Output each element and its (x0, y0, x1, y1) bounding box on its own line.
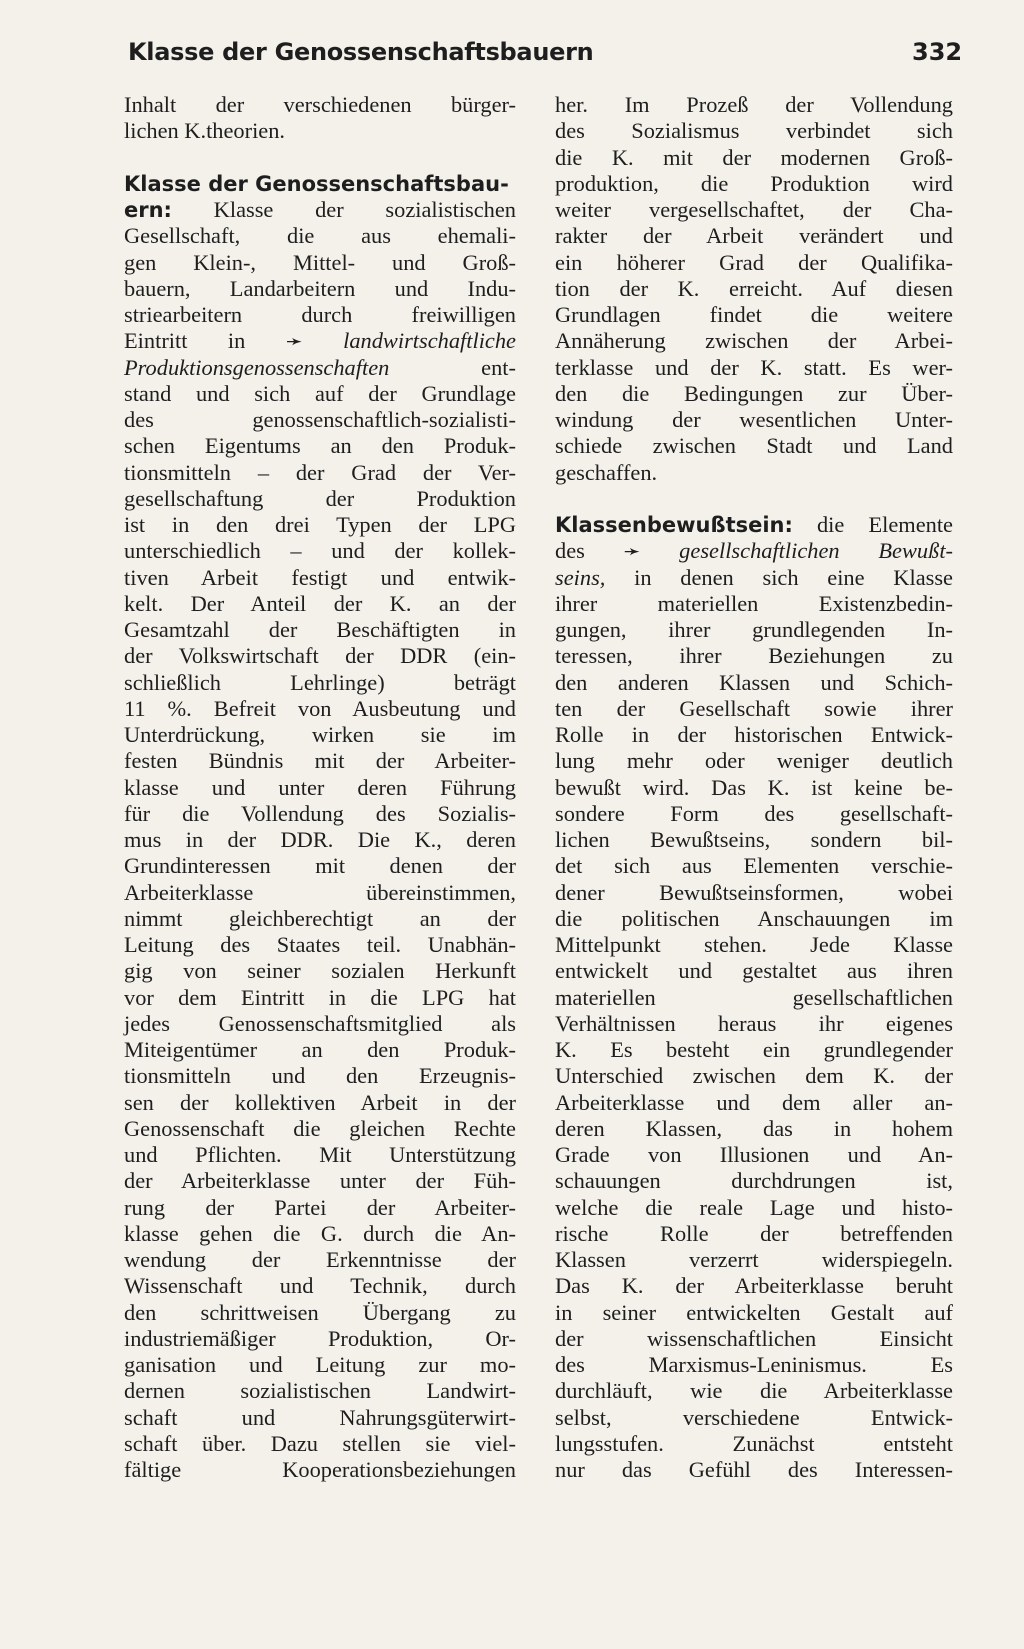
entry-body (555, 591, 953, 1484)
left-column (124, 92, 516, 1483)
body-line: nimmt gleichberechtigt an der (124, 905, 516, 931)
cross-reference[interactable]: Produktionsgenossenschaften (124, 354, 390, 380)
body-line: rakter der Arbeit verändert und (555, 223, 953, 249)
entry-body-b (124, 381, 516, 1484)
body-line: den die Bedingungen zur Über- (555, 380, 953, 406)
body-line: lungsstufen. Zunächst entsteht (555, 1430, 953, 1456)
body-line: selbst, verschiedene Entwick- (555, 1404, 953, 1430)
body-line: klasse und unter deren Führung (124, 774, 516, 800)
body-line: Das K. der Arbeiterklasse beruht (555, 1273, 953, 1299)
body-line: tiven Arbeit festigt und entwik- (124, 564, 516, 590)
body-line: nur das Gefühl des Interessen- (555, 1457, 953, 1482)
body-line: weiter vergesellschaftet, der Cha- (555, 197, 953, 222)
running-head: Klasse der Genossenschaftsbauern (128, 38, 594, 66)
body-line: ihrer materiellen Existenzbedin- (555, 590, 953, 616)
body-line: Klassen verzerrt widerspiegeln. (555, 1247, 953, 1272)
headword: Klassenbewußtsein: (555, 513, 793, 537)
body-line: des Sozialismus verbindet sich (555, 118, 953, 144)
body-line: der wissenschaftlichen Einsicht (555, 1325, 953, 1351)
body-line: schließlich Lehrlinge) beträgt (124, 669, 516, 695)
entry-spacer (124, 145, 516, 171)
body-line: den schrittweisen Übergang zu (124, 1299, 516, 1325)
entry-klasse-der-genossenschaftsbauern (124, 171, 516, 1484)
body-line: Mittelpunkt stehen. Jede Klasse (555, 932, 953, 957)
body-line: die K. mit der modernen Groß- (555, 144, 953, 170)
body-line: produktion, die Produktion wird (555, 170, 953, 196)
body-line: schaft über. Dazu stellen sie viel- (124, 1430, 516, 1456)
body-line: 11 %. Befreit von Ausbeutung und (124, 695, 516, 721)
arrow-icon: ➛ (285, 329, 303, 354)
body-line: ern: Klasse der sozialistischen (124, 197, 516, 222)
cross-reference[interactable]: gesellschaftlichen Bewußt- (640, 538, 954, 564)
body-line: des genossenschaftlich-sozialisti- (124, 407, 516, 432)
body-line: ist in den drei Typen der LPG (124, 512, 516, 537)
body-line: dener Bewußtseinsformen, wobei (555, 879, 953, 905)
body-line: materiellen gesellschaftlichen (555, 984, 953, 1010)
body-line: teressen, ihrer Beziehungen zu (555, 643, 953, 669)
headword-line (124, 171, 516, 197)
cross-reference-line: Produktionsgenossenschaften ent- (124, 354, 516, 380)
body-line: industriemäßiger Produktion, Or- (124, 1325, 516, 1351)
body-line: tionsmitteln – der Grad der Ver- (124, 459, 516, 485)
headword-end: ern: (124, 198, 172, 222)
headword-line: Klassenbewußtsein: die Elemente (555, 512, 953, 537)
body-line: und Pflichten. Mit Unterstützung (124, 1142, 516, 1167)
body-line: Rolle in der historischen Entwick- (555, 722, 953, 747)
body-line: Leitung des Staates teil. Unabhän- (124, 932, 516, 957)
entry-body-a (124, 223, 516, 328)
continuation-text (555, 92, 953, 460)
body-line: schauungen durchdrungen ist, (555, 1168, 953, 1194)
body-line: der Volkswirtschaft der DDR (ein- (124, 643, 516, 669)
body-line: unterschiedlich – und der kollek- (124, 538, 516, 564)
body-line: K. Es besteht ein grundlegender (555, 1037, 953, 1062)
body-line: dernen sozialistischen Landwirt- (124, 1378, 516, 1404)
body-line: sondere Form des gesellschaft- (555, 800, 953, 826)
body-line: Gesamtzahl der Beschäftigten in (124, 617, 516, 642)
body-line: festen Bündnis mit der Arbeiter- (124, 748, 516, 774)
body-line: schaft und Nahrungsgüterwirt- (124, 1404, 516, 1430)
body-line: entwickelt und gestaltet aus ihren (555, 958, 953, 984)
body-line: bewußt wird. Das K. ist keine be- (555, 774, 953, 800)
body-line: Grundinteressen mit denen der (124, 853, 516, 879)
body-line: in seiner entwickelten Gestalt auf (555, 1299, 953, 1325)
body-line: Annäherung zwischen der Arbei- (555, 328, 953, 354)
body-line: her. Im Prozeß der Vollendung (555, 92, 953, 117)
body-line: lung mehr oder weniger deutlich (555, 748, 953, 774)
body-line: windung der wesentlichen Unter- (555, 407, 953, 432)
cross-reference-line: des ➛ gesellschaftlichen Bewußt- (555, 538, 954, 564)
body-line: gesellschaftung der Produktion (124, 485, 516, 511)
body-line: Genossenschaft die gleichen Rechte (124, 1115, 516, 1141)
page-number: 332 (912, 38, 963, 66)
cross-reference[interactable]: seins, (555, 564, 606, 590)
body-line: ganisation und Leitung zur mo- (124, 1352, 516, 1377)
body-line: Inhalt der verschiedenen bürger- (124, 92, 516, 117)
headword: Klasse der Genossenschaftsbau- (124, 171, 509, 196)
body-line: ein höherer Grad der Qualifika- (555, 249, 953, 275)
body-line: wendung der Erkenntnisse der (124, 1247, 516, 1272)
body-line: der Arbeiterklasse unter der Füh- (124, 1168, 516, 1194)
body-line: Arbeiterklasse und dem aller an- (555, 1089, 953, 1115)
body-line: klasse gehen die G. durch die An- (124, 1220, 516, 1246)
entry-klassenbewusstsein (555, 512, 953, 1483)
continuation-text (124, 92, 516, 145)
body-line: Wissenschaft und Technik, durch (124, 1273, 516, 1299)
body-line: Grade von Illusionen und An- (555, 1142, 953, 1167)
body-line: gungen, ihrer grundlegenden In- (555, 617, 953, 642)
body-line: rische Rolle der betreffenden (555, 1220, 953, 1246)
body-line: det sich aus Elementen verschie- (555, 853, 953, 879)
body-line: Grundlagen findet die weitere (555, 302, 953, 327)
body-line: Gesellschaft, die aus ehemali- (124, 223, 516, 249)
body-line: deren Klassen, das in hohem (555, 1115, 953, 1141)
body-line: gig von seiner sozialen Herkunft (124, 958, 516, 984)
body-line: lichen Bewußtseins, sondern bil- (555, 827, 953, 852)
body-line: für die Vollendung des Sozialis- (124, 800, 516, 826)
body-line: jedes Genossenschaftsmitglied als (124, 1010, 516, 1036)
body-line: terklasse und der K. statt. Es wer- (555, 354, 953, 380)
body-line: Verhältnissen heraus ihr eigenes (555, 1010, 953, 1036)
body-line: lichen K.theorien. (124, 118, 286, 144)
body-line: gen Klein-, Mittel- und Groß- (124, 249, 516, 275)
body-line: tionsmitteln und den Erzeugnis- (124, 1063, 516, 1089)
cross-reference-line: seins, in denen sich eine Klasse (555, 564, 953, 590)
body-line: Unterschied zwischen dem K. der (555, 1063, 953, 1089)
body-line: stand und sich auf der Grundlage (124, 380, 516, 406)
body-line: rung der Partei der Arbeiter- (124, 1194, 516, 1220)
body-line: welche die reale Lage und histo- (555, 1194, 953, 1220)
body-line: kelt. Der Anteil der K. an der (124, 590, 516, 616)
body-line: durchläuft, wie die Arbeiterklasse (555, 1378, 953, 1404)
body-line: geschaffen. (555, 459, 658, 485)
body-line: den anderen Klassen und Schich- (555, 669, 953, 695)
body-line: fältige Kooperationsbeziehungen (124, 1457, 516, 1482)
body-line: schen Eigentums an den Produk- (124, 433, 516, 459)
arrow-icon: ➛ (623, 539, 641, 564)
body-line: vor dem Eintritt in die LPG hat (124, 984, 516, 1010)
body-line: schiede zwischen Stadt und Land (555, 433, 953, 459)
cross-reference-line: Eintritt in ➛ landwirtschaftliche (124, 328, 516, 354)
body-line: striearbeitern durch freiwilligen (124, 302, 516, 327)
body-line: die politischen Anschauungen im (555, 905, 953, 931)
body-line: mus in der DDR. Die K., deren (124, 827, 516, 852)
body-line: sen der kollektiven Arbeit in der (124, 1089, 516, 1115)
right-column (555, 92, 953, 1483)
body-line: bauern, Landarbeitern und Indu- (124, 275, 516, 301)
entry-spacer (555, 486, 953, 512)
cross-reference[interactable]: landwirtschaftliche (302, 328, 516, 354)
body-line: des Marxismus-Leninismus. Es (555, 1352, 953, 1377)
body-line: Miteigentümer an den Produk- (124, 1037, 516, 1062)
body-line: tion der K. erreicht. Auf diesen (555, 275, 953, 301)
body-line: ten der Gesellschaft sowie ihrer (555, 695, 953, 721)
body-line: Arbeiterklasse übereinstimmen, (124, 879, 516, 905)
body-line: Unterdrückung, wirken sie im (124, 722, 516, 747)
